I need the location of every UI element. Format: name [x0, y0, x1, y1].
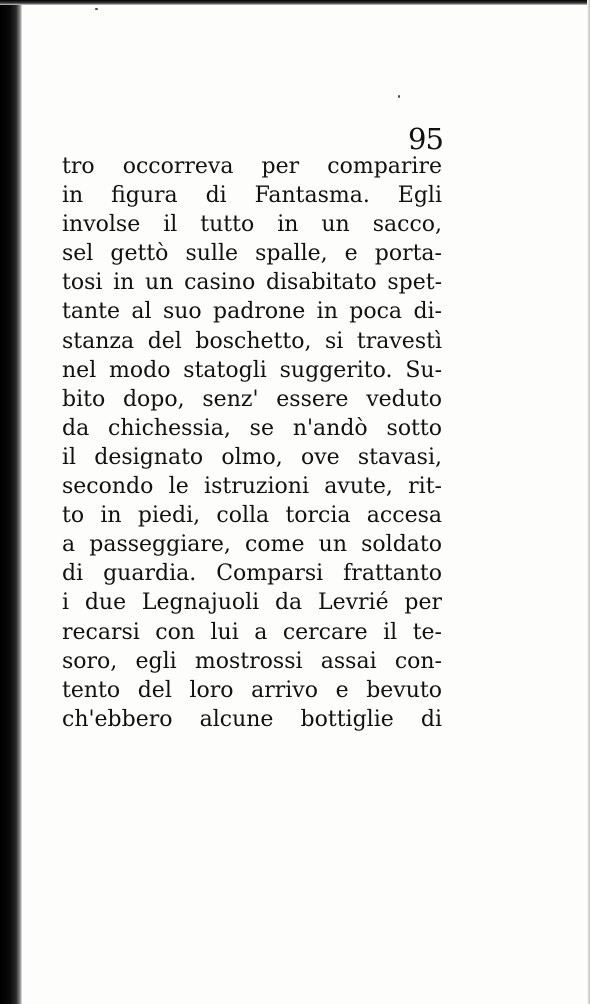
- text-line: da chichessia, se n'andò sotto: [62, 415, 442, 441]
- text-line: stanza del boschetto, si travestì: [62, 328, 442, 354]
- text-line: to in piedi, colla torcia accesa: [62, 503, 442, 529]
- text-line: in figura di Fantasma. Egli: [62, 183, 442, 209]
- text-line: soro, egli mostrossi assai con-: [62, 648, 442, 674]
- page-number: 95: [408, 122, 443, 156]
- body-text: [62, 152, 442, 734]
- scan-speck: [95, 8, 98, 10]
- text-line: secondo le istruzioni avute, rit-: [62, 474, 442, 500]
- text-line: recarsi con lui a cercare il te-: [62, 619, 442, 645]
- scan-spine-edge: [0, 0, 22, 1004]
- text-line: di guardia. Comparsi frattanto: [62, 561, 442, 587]
- scan-speck: [398, 95, 400, 98]
- text-line: tento del loro arrivo e bevuto: [62, 677, 442, 703]
- text-line: tante al suo padrone in poca di-: [62, 299, 442, 325]
- text-line: ch'ebbero alcune bottiglie di: [62, 706, 442, 732]
- text-line: bito dopo, senz' essere veduto: [62, 386, 442, 412]
- text-line: tosi in un casino disabitato spet-: [62, 270, 442, 296]
- text-line: nel modo statogli suggerito. Su-: [62, 357, 442, 383]
- scan-top-edge: [0, 0, 590, 5]
- text-line: sel gettò sulle spalle, e porta-: [62, 241, 442, 267]
- text-line: a passeggiare, come un soldato: [62, 532, 442, 558]
- text-line: i due Legnajuoli da Levrié per: [62, 590, 442, 616]
- text-line: involse il tutto in un sacco,: [62, 212, 442, 238]
- text-line: il designato olmo, ove stavasi,: [62, 444, 442, 470]
- text-line: tro occorreva per comparire: [62, 154, 442, 179]
